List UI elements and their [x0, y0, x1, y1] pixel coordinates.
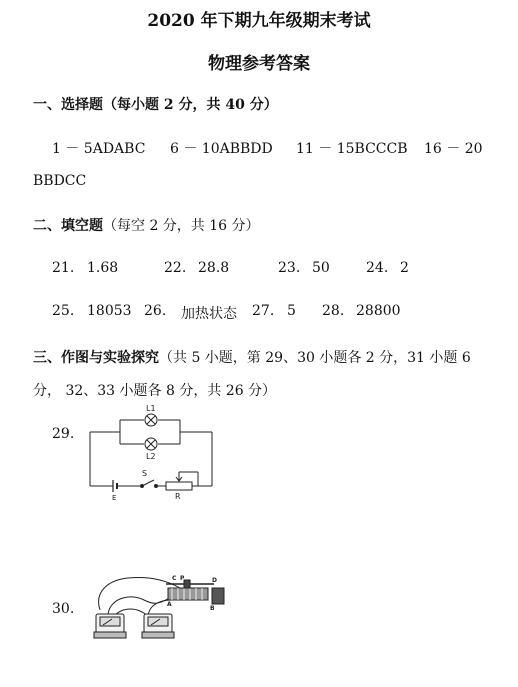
section3-heading-note-2: 分， 32、33 小题各 8 分，共 26 分） — [33, 383, 277, 399]
s1-answer-4: 16 － 20 — [424, 141, 483, 157]
q25-answer: 18053 — [87, 303, 132, 319]
page-subtitle: 物理参考答案 — [208, 54, 310, 74]
q29-num: 29. — [52, 426, 75, 442]
q27-num: 27. — [252, 303, 275, 319]
apparatus-label-a: A — [167, 601, 172, 608]
circuit-label-s: S — [142, 469, 148, 478]
page-title: 2020 年下期九年级期末考试 — [147, 11, 371, 31]
q26-answer: 加热状态 — [181, 306, 237, 322]
q24-answer: 2 — [400, 260, 409, 276]
q28-num: 28. — [322, 303, 345, 319]
apparatus-label-c: C — [172, 575, 177, 582]
q25-num: 25. — [52, 303, 75, 319]
s1-answer-1: 1 － 5ADABC — [52, 141, 146, 157]
s1-answer-3: 11 － 15BCCCB — [296, 141, 408, 157]
circuit-label-e: E — [112, 494, 117, 502]
q21-answer: 1.68 — [87, 260, 119, 276]
q27-answer: 5 — [287, 303, 296, 319]
q22-num: 22. — [164, 260, 187, 276]
q23-answer: 50 — [312, 260, 330, 276]
section2-heading-note: （每空 2 分，共 16 分） — [103, 218, 260, 234]
circuit-label-l1: L1 — [146, 404, 156, 413]
circuit-label-l2: L2 — [146, 452, 156, 461]
q28-answer: 28800 — [356, 303, 401, 319]
apparatus-label-p: P — [180, 575, 185, 582]
q23-num: 23. — [278, 260, 301, 276]
q26-num: 26. — [144, 303, 167, 319]
section3-heading — [33, 347, 471, 367]
apparatus-label-b: B — [210, 605, 215, 612]
circuit-label-r: R — [175, 492, 181, 501]
section3-heading-bold: 三、作图与实验探究 — [33, 350, 159, 366]
section2-heading — [33, 215, 260, 235]
section3-heading-note-1: （共 5 小题，第 29、30 小题各 2 分，31 小题 6 — [159, 350, 471, 366]
section1-heading: 一、选择题（每小题 2 分，共 40 分） — [33, 97, 278, 113]
q21-num: 21. — [52, 260, 75, 276]
apparatus-label-d: D — [212, 577, 217, 584]
q22-answer: 28.8 — [198, 260, 230, 276]
q30-num: 30. — [52, 601, 75, 617]
q29-circuit-diagram — [86, 404, 226, 502]
s1-answer-cont: BBDCC — [33, 173, 87, 189]
q24-num: 24. — [366, 260, 389, 276]
q30-apparatus-diagram — [88, 570, 228, 642]
section2-heading-bold: 二、填空题 — [33, 218, 103, 234]
s1-answer-2: 6 － 10ABBDD — [170, 141, 273, 157]
